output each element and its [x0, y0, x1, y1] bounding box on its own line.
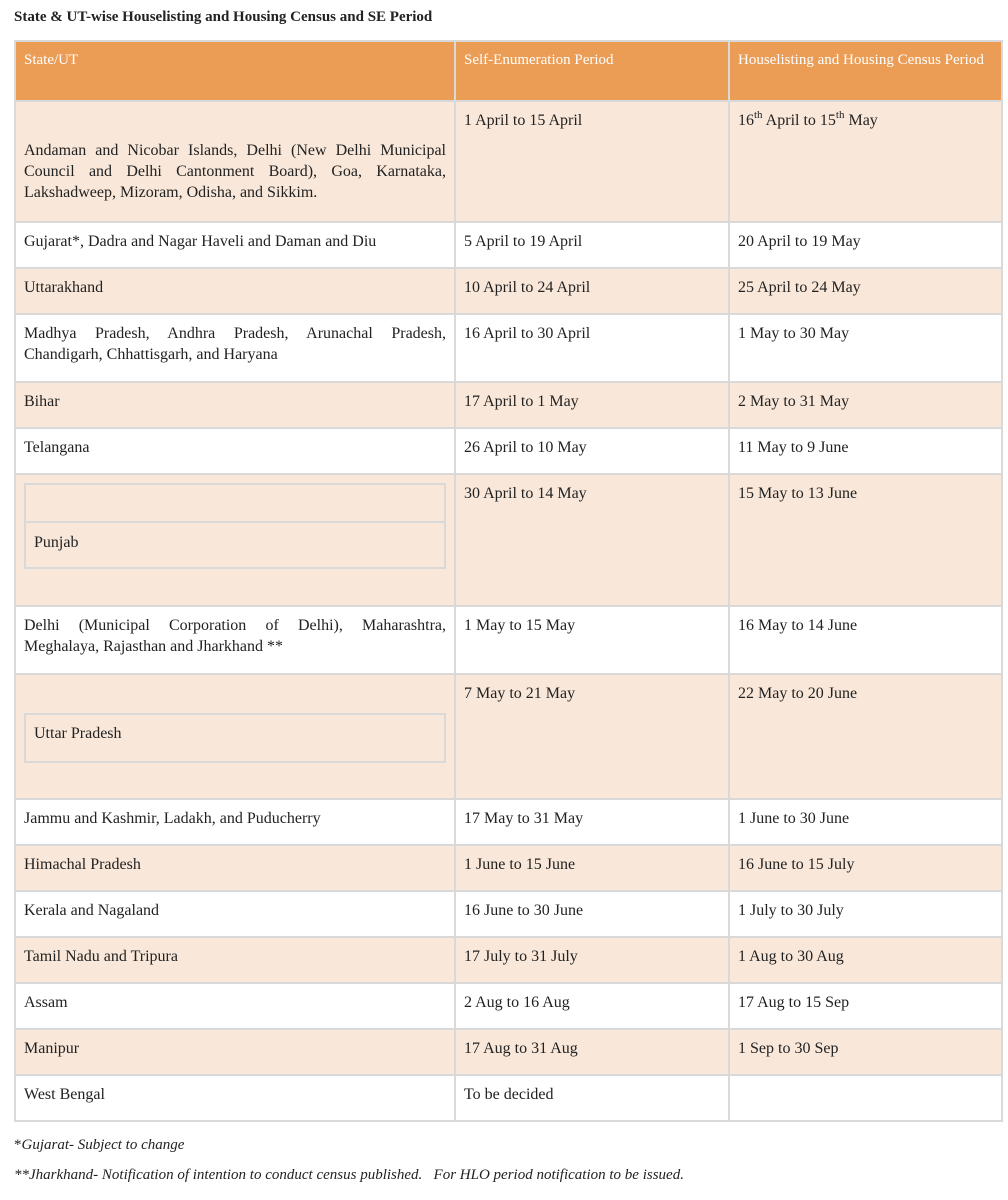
state-cell: Kerala and Nagaland — [15, 891, 455, 937]
footnote-gujarat: *Gujarat- Subject to change — [14, 1137, 185, 1153]
hlo-period-cell: 16 June to 15 July — [729, 845, 1002, 891]
se-period-cell: 30 April to 14 May — [455, 474, 729, 606]
header-hlo-period: Houselisting and Housing Census Period — [729, 41, 1002, 101]
hlo-period-cell: 15 May to 13 June — [729, 474, 1002, 606]
table-row — [15, 314, 1002, 382]
state-cell: Assam — [15, 983, 455, 1029]
state-cell: Himachal Pradesh — [15, 845, 455, 891]
se-period-cell: 1 April to 15 April — [455, 101, 729, 222]
se-period-cell: 17 April to 1 May — [455, 382, 729, 428]
state-cell: West Bengal — [15, 1075, 455, 1121]
se-period-cell: 2 Aug to 16 Aug — [455, 983, 729, 1029]
state-cell: Uttarakhand — [15, 268, 455, 314]
se-period-cell: 7 May to 21 May — [455, 674, 729, 799]
table-row — [15, 268, 1002, 314]
state-cell — [15, 674, 455, 799]
table-header-row — [15, 41, 1002, 101]
footnote-jharkhand: **Jharkhand- Notification of intention to conduct census published. For HLO period notification to be issued. — [14, 1167, 684, 1183]
table-row — [15, 937, 1002, 983]
hlo-period-cell: 1 July to 30 July — [729, 891, 1002, 937]
page-title: State & UT-wise Houselisting and Housing Census and SE Period — [14, 9, 433, 25]
hlo-period-cell: 11 May to 9 June — [729, 428, 1002, 474]
table-row — [15, 606, 1002, 674]
table-row — [15, 983, 1002, 1029]
se-period-cell: 10 April to 24 April — [455, 268, 729, 314]
nested-state-box — [24, 713, 446, 763]
se-period-cell: 17 July to 31 July — [455, 937, 729, 983]
se-period-cell: 16 June to 30 June — [455, 891, 729, 937]
table-row — [15, 1075, 1002, 1121]
nested-state-box — [24, 483, 446, 569]
hlo-period-cell: 17 Aug to 15 Sep — [729, 983, 1002, 1029]
se-period-cell: 26 April to 10 May — [455, 428, 729, 474]
state-cell: Tamil Nadu and Tripura — [15, 937, 455, 983]
table-row — [15, 845, 1002, 891]
state-cell: Telangana — [15, 428, 455, 474]
table-row — [15, 428, 1002, 474]
state-cell — [15, 474, 455, 606]
nested-state-label: Uttar Pradesh — [34, 725, 122, 742]
hlo-period-cell: 20 April to 19 May — [729, 222, 1002, 268]
hlo-period-cell: 16 May to 14 June — [729, 606, 1002, 674]
state-cell: Jammu and Kashmir, Ladakh, and Puducherry — [15, 799, 455, 845]
hlo-period-cell: 25 April to 24 May — [729, 268, 1002, 314]
state-cell: Gujarat*, Dadra and Nagar Haveli and Daman and Diu — [15, 222, 455, 268]
state-cell: Madhya Pradesh, Andhra Pradesh, Arunachal Pradesh, Chandigarh, Chhattisgarh, and Haryana — [15, 314, 455, 382]
state-cell: Andaman and Nicobar Islands, Delhi (New Delhi Municipal Council and Delhi Cantonment Board), Goa, Karnataka, Lakshadweep, Mizoram, Odisha, and Sikkim. — [15, 101, 455, 222]
header-se-period: Self-Enumeration Period — [455, 41, 729, 101]
table-row — [15, 799, 1002, 845]
hlo-period-cell: 22 May to 20 June — [729, 674, 1002, 799]
table-row — [15, 222, 1002, 268]
census-schedule-table — [14, 40, 1003, 1122]
se-period-cell: 16 April to 30 April — [455, 314, 729, 382]
se-period-cell: To be decided — [455, 1075, 729, 1121]
hlo-period-cell: 1 May to 30 May — [729, 314, 1002, 382]
state-cell: Delhi (Municipal Corporation of Delhi), Maharashtra, Meghalaya, Rajasthan and Jharkhand ** — [15, 606, 455, 674]
se-period-cell: 17 Aug to 31 Aug — [455, 1029, 729, 1075]
se-period-cell: 1 May to 15 May — [455, 606, 729, 674]
state-cell: Manipur — [15, 1029, 455, 1075]
table-row — [15, 474, 1002, 606]
table-row — [15, 1029, 1002, 1075]
hlo-period-cell: 1 June to 30 June — [729, 799, 1002, 845]
se-period-cell: 17 May to 31 May — [455, 799, 729, 845]
table-row — [15, 101, 1002, 222]
hlo-period-cell: 16th April to 15th May — [729, 101, 1002, 222]
header-state: State/UT — [15, 41, 455, 101]
table-row — [15, 891, 1002, 937]
nested-state-label: Punjab — [34, 534, 79, 551]
se-period-cell: 1 June to 15 June — [455, 845, 729, 891]
hlo-period-cell — [729, 1075, 1002, 1121]
state-cell: Bihar — [15, 382, 455, 428]
table-row — [15, 382, 1002, 428]
se-period-cell: 5 April to 19 April — [455, 222, 729, 268]
table-row — [15, 674, 1002, 799]
hlo-period-cell: 1 Aug to 30 Aug — [729, 937, 1002, 983]
hlo-period-cell: 2 May to 31 May — [729, 382, 1002, 428]
hlo-period-cell: 1 Sep to 30 Sep — [729, 1029, 1002, 1075]
nested-blank-row — [26, 485, 444, 523]
